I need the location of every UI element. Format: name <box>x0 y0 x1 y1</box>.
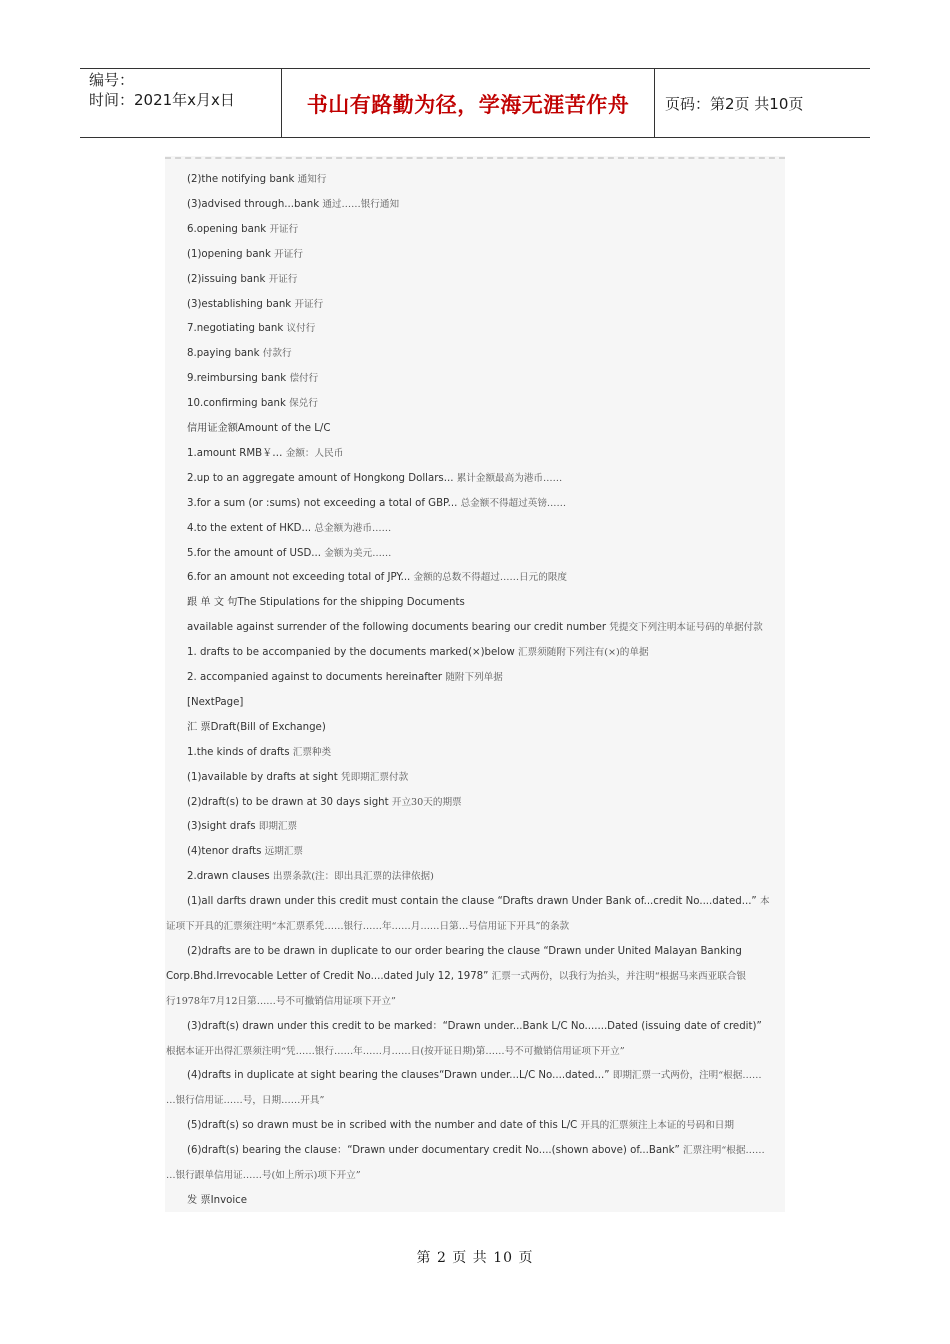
line-chinese-text: 开证行 <box>274 248 303 260</box>
line-english-text: 2.drawn clauses <box>187 871 273 883</box>
line-english-text: 1.the kinds of drafts <box>187 746 293 758</box>
line-chinese-text: 汇票须随附下列注有(×)的单据 <box>517 647 649 659</box>
content-line <box>187 621 763 635</box>
line-english-text: 2.up to an aggregate amount of Hongkong Dollars... <box>187 472 457 484</box>
line-chinese-text: 总金额不得超过英镑…… <box>460 497 567 509</box>
line-english-text: (2)the notifying bank <box>187 174 298 185</box>
line-english-text: (1)available by drafts at sight <box>187 771 342 783</box>
line-chinese-text: 开证行 <box>268 273 298 285</box>
content-line <box>166 995 396 1009</box>
content-line <box>187 422 330 436</box>
line-english-text: (2)issuing bank <box>187 273 269 285</box>
content-line <box>187 895 770 909</box>
line-english-text: (1)opening bank <box>187 248 275 260</box>
line-english-text: 跟 单 文 句The Stipulations for the shipping Documents <box>187 597 465 609</box>
line-chinese-text: 保兑行 <box>289 398 318 410</box>
line-chinese-text: 议付行 <box>286 323 316 335</box>
motto-title: 书山有路勤为径，学海无涯苦作舟 <box>306 93 630 117</box>
header-right-cell <box>655 69 870 137</box>
content-line <box>187 273 297 287</box>
line-chinese-text: 开证行 <box>294 298 324 310</box>
content-line <box>187 522 391 536</box>
content-line <box>187 571 567 585</box>
content-line <box>187 397 318 411</box>
line-english-text: (5)draft(s) so drawn must be in scribed with the number and date of this L/C <box>187 1120 581 1132</box>
line-english-text: (4)drafts in duplicate at sight bearing the clauses“Drawn under...L/C No....dated...” <box>187 1070 613 1082</box>
line-english-text: (6)draft(s) bearing the clause：“Drawn under documentary credit No....(shown above) of...Bank” <box>187 1145 684 1157</box>
line-chinese-text: …银行跟单信用证……号(如上所示)项下开立” <box>166 1170 361 1181</box>
line-chinese-text: 根据本证开出得汇票须注明“凭……银行……年……月……日(按开证日期)第……号不可撤销信用证项下开立” <box>166 1045 625 1057</box>
line-chinese-text: 即期汇票一式两份，注明“根据…… <box>612 1070 762 1082</box>
line-chinese-text: 凭即期汇票付款 <box>341 771 409 783</box>
line-english-text: 6.opening bank <box>187 223 270 235</box>
line-chinese-text: 凭提交下列注明本证号码的单据付款 <box>609 622 763 634</box>
line-english-text: (3)sight drafs <box>187 821 259 833</box>
line-chinese-text: 偿付行 <box>289 373 319 385</box>
line-english-text: 6.for an amount not exceeding total of JPY... <box>187 572 414 584</box>
line-english-text: Corp.Bhd.Irrevocable Letter of Credit No....dated July 12, 1978” <box>166 970 492 982</box>
line-english-text: 5.for the amount of USD... <box>187 547 325 559</box>
line-english-text: (3)establishing bank <box>187 298 295 310</box>
line-chinese-text: 金额为美元…… <box>324 547 392 559</box>
line-chinese-text: 本 <box>759 896 770 908</box>
line-english-text: 发 票Invoice <box>187 1194 248 1206</box>
line-chinese-text: 金额：人民币 <box>285 447 344 459</box>
content-line <box>187 322 315 336</box>
page-number-label: 页码：第2页 共10页 <box>665 95 804 113</box>
line-english-text: available against surrender of the following documents bearing our credit number <box>187 622 610 634</box>
line-english-text: 1.amount RMB￥… <box>187 447 286 459</box>
line-english-text: 汇 票Draft(Bill of Exchange) <box>187 721 326 733</box>
content-line <box>187 173 326 187</box>
line-chinese-text: 证项下开具的汇票须注明“本汇票系凭……银行……年……月……日第…号信用证下开具”的条款 <box>166 921 570 932</box>
content-line <box>187 1069 762 1083</box>
content-panel <box>165 156 785 1212</box>
content-line <box>166 1094 324 1108</box>
content-line <box>187 198 399 212</box>
line-chinese-text: 出票条款(注：即出具汇票的法律依据) <box>272 871 434 883</box>
content-line <box>187 248 303 262</box>
header-left-cell <box>80 69 282 137</box>
line-chinese-text: 付款行 <box>262 348 292 360</box>
content-line <box>166 1169 361 1183</box>
line-english-text: 信用证金额Amount of the L/C <box>187 423 331 434</box>
content-line <box>187 771 408 785</box>
content-line <box>187 472 562 486</box>
line-english-text: [NextPage] <box>187 696 244 708</box>
content-line <box>187 347 292 361</box>
content-line <box>166 920 569 934</box>
line-chinese-text: 随附下列单据 <box>445 672 503 683</box>
content-line <box>187 1020 762 1034</box>
content-line <box>187 223 298 237</box>
line-chinese-text: 即期汇票 <box>258 821 298 833</box>
content-line <box>187 870 434 884</box>
line-chinese-text: 通过……银行通知 <box>322 198 400 210</box>
dashed-divider <box>165 157 785 159</box>
line-chinese-text: 累计金额最高为港币…… <box>456 472 563 484</box>
content-line <box>187 497 566 511</box>
content-line <box>166 970 746 984</box>
line-chinese-text: 汇票种类 <box>292 746 332 758</box>
line-english-text: (4)tenor drafts <box>187 846 265 858</box>
line-chinese-text: 总金额为港币…… <box>314 522 392 534</box>
line-english-text: (2)draft(s) to be drawn at 30 days sight <box>187 796 392 808</box>
content-line <box>187 547 391 561</box>
page-footer: 第 2 页 共 10 页 <box>416 1250 534 1266</box>
line-english-text: 10.confirming bank <box>187 398 290 410</box>
content-line <box>187 845 303 859</box>
content-line <box>187 1144 765 1158</box>
line-english-text: (3)draft(s) drawn under this credit to be marked：“Drawn under...Bank L/C No.......Dated (issuing date of credit)” <box>187 1020 762 1032</box>
line-english-text: 2. accompanied against to documents hereinafter <box>187 672 446 683</box>
content-line <box>187 596 465 610</box>
content-line <box>187 372 318 386</box>
header-center-cell <box>282 69 655 137</box>
content-line <box>187 447 343 461</box>
content-line <box>187 945 742 959</box>
line-chinese-text: 汇票一式两份，以我行为抬头，并注明“根据马来西亚联合银 <box>491 970 747 982</box>
content-line <box>187 1119 734 1133</box>
line-chinese-text: 开立30天的期票 <box>391 796 462 808</box>
line-chinese-text: 开具的汇票须注上本证的号码和日期 <box>580 1120 734 1132</box>
line-chinese-text: 行1978年7月12日第……号不可撤销信用证项下开立” <box>166 995 396 1007</box>
line-chinese-text: 开证行 <box>269 223 299 235</box>
content-line <box>187 1194 247 1208</box>
line-english-text: 4.to the extent of HKD... <box>187 522 315 534</box>
content-line <box>187 796 462 810</box>
content-line <box>187 298 323 312</box>
content-line <box>187 721 326 735</box>
document-time-label: 时间：2021年x月x日 <box>89 91 235 109</box>
line-english-text: 8.paying bank <box>187 348 263 360</box>
line-chinese-text: 汇票注明“根据…… <box>683 1145 765 1157</box>
line-chinese-text: 通知行 <box>297 174 327 185</box>
line-english-text: 7.negotiating bank <box>187 323 287 335</box>
content-line <box>187 696 243 710</box>
header-table <box>80 68 870 138</box>
content-line <box>187 646 649 660</box>
content-line <box>187 746 331 760</box>
content-line <box>187 671 503 685</box>
line-english-text: 1. drafts to be accompanied by the documents marked(×)below <box>187 647 518 659</box>
line-english-text: 9.reimbursing bank <box>187 373 290 385</box>
line-chinese-text: 远期汇票 <box>264 846 304 858</box>
line-english-text: 3.for a sum (or :sums) not exceeding a total of GBP... <box>187 497 461 509</box>
line-english-text: (1)all darfts drawn under this credit must contain the clause “Drafts drawn Under Bank of...credit No....dated...” <box>187 896 760 908</box>
content-line <box>166 1045 625 1059</box>
line-chinese-text: …银行信用证……号，日期……开具” <box>166 1095 325 1107</box>
content-line <box>187 820 297 834</box>
line-chinese-text: 金额的总数不得超过……日元的限度 <box>413 572 568 584</box>
line-english-text: (2)drafts are to be drawn in duplicate to our order bearing the clause “Drawn under United Malayan Banking <box>187 945 742 957</box>
document-number-label: 编号： <box>89 71 135 89</box>
line-english-text: (3)advised through...bank <box>187 198 323 210</box>
